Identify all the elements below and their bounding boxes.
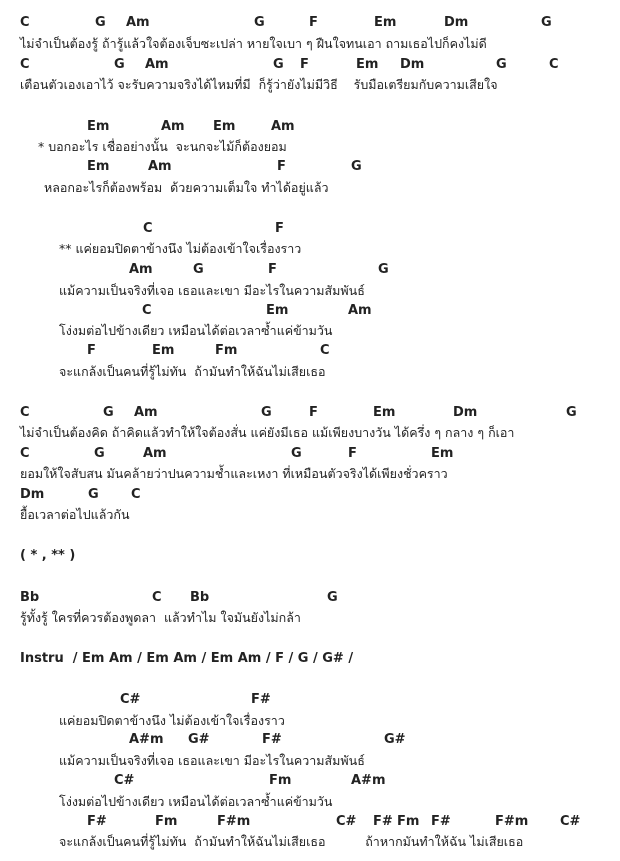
chord: Dm xyxy=(400,57,425,72)
chord: G xyxy=(378,262,389,277)
chord: Am xyxy=(161,119,185,134)
chord: C# xyxy=(114,773,135,788)
chord: Am xyxy=(143,446,167,461)
chord: Em xyxy=(266,303,289,318)
chord: G xyxy=(273,57,284,72)
chord: Em xyxy=(374,15,397,30)
chord: C xyxy=(20,57,30,72)
chord: Fm xyxy=(155,814,178,829)
chord: G xyxy=(351,159,362,174)
chord: F xyxy=(268,262,277,277)
chord: G xyxy=(95,15,106,30)
instrumental-heading: Instru / Em Am / Em Am / Em Am / F / G / G# / xyxy=(20,651,354,666)
lyric-line xyxy=(0,609,620,629)
chord-line xyxy=(0,220,620,240)
chord: F#m xyxy=(495,814,529,829)
chord: Bb xyxy=(190,590,210,605)
chord: Am xyxy=(134,405,158,420)
lyric-text: ยื้อเวลาต่อไปแล้วกัน xyxy=(20,507,130,522)
lyric-line xyxy=(0,424,620,444)
chord: F xyxy=(277,159,286,174)
lyric-line xyxy=(0,138,620,158)
chord-line xyxy=(0,589,620,609)
chord: G xyxy=(103,405,114,420)
chord: Dm xyxy=(453,405,478,420)
chord: C xyxy=(20,15,30,30)
chord: F xyxy=(309,405,318,420)
lyric-text: โง่งมต่อไปข้างเดียว เหมือนได้ต่อเวลาซ้ำแค่ข้ามวัน xyxy=(59,794,333,809)
repeat-heading: ( * , ** ) xyxy=(20,548,76,563)
chord: Am xyxy=(271,119,295,134)
lyric-text: จะแกล้งเป็นคนที่รู้ไม่ทัน ถ้ามันทำให้ฉันไม่เสียเธอ ถ้าหากมันทำให้ฉัน ไม่เสียเธอ xyxy=(59,834,524,849)
chord: Em xyxy=(373,405,396,420)
chord: Bb xyxy=(20,590,40,605)
lyric-line xyxy=(0,833,620,853)
chord: G# xyxy=(384,732,406,747)
chord: C# xyxy=(560,814,581,829)
lyric-text: เตือนตัวเองเอาไว้ จะรับความจริงได้ไหมที่มี ก็รู้ว่ายังไม่มีวิธี รับมือเตรียมกับความเสียใจ xyxy=(20,77,498,92)
chord: G xyxy=(566,405,577,420)
lyric-text: * บอกอะไร เชื่ออย่างนั้น จะนกจะไม้ก็ต้องยอม xyxy=(38,139,287,154)
lyric-line xyxy=(0,752,620,772)
chord-line xyxy=(0,14,620,34)
lyric-text: แม้ความเป็นจริงที่เจอ เธอและเขา มีอะไรในความสัมพันธ์ xyxy=(59,753,365,768)
chord: Am xyxy=(148,159,172,174)
chord: F# xyxy=(373,814,393,829)
chord: G xyxy=(291,446,302,461)
chord: G xyxy=(254,15,265,30)
lyric-line xyxy=(0,465,620,485)
chord: Dm xyxy=(444,15,469,30)
chord: G xyxy=(496,57,507,72)
chord-line xyxy=(0,302,620,322)
lyric-text: ** แค่ยอมปิดตาข้างนึง ไม่ต้องเข้าใจเรื่องราว xyxy=(59,241,302,256)
chord: G xyxy=(88,487,99,502)
chord: F# xyxy=(262,732,282,747)
chord: G xyxy=(94,446,105,461)
chord: C xyxy=(143,221,153,236)
lyric-text: รู้ทั้งรู้ ใครที่ควรต้องพูดลา แล้วทำไม ใจมันยังไม่กล้า xyxy=(20,610,301,625)
lyric-line xyxy=(0,712,620,732)
chord: A#m xyxy=(351,773,386,788)
chord: C# xyxy=(336,814,357,829)
chord-line xyxy=(0,445,620,465)
chord-line xyxy=(0,158,620,178)
chord-line xyxy=(0,342,620,362)
chord: F xyxy=(300,57,309,72)
lyric-line xyxy=(0,282,620,302)
chord-line xyxy=(0,404,620,424)
lyric-line xyxy=(0,793,620,813)
chord: Fm xyxy=(215,343,238,358)
chord: C xyxy=(549,57,559,72)
chord: F xyxy=(275,221,284,236)
lyric-line xyxy=(0,322,620,342)
lyric-text: ไม่จำเป็นต้องคิด ถ้าคิดแล้วทำให้ใจต้องสั่น แค่ยังมีเธอ แม้เพียงบางวัน ได้ครึ่ง ๆ กลาง ๆ ก็เอา xyxy=(20,425,515,440)
chord: G xyxy=(114,57,125,72)
lyric-text: แค่ยอมปิดตาข้างนึง ไม่ต้องเข้าใจเรื่องราว xyxy=(59,713,285,728)
lyric-text: โง่งมต่อไปข้างเดียว เหมือนได้ต่อเวลาซ้ำแค่ข้ามวัน xyxy=(59,323,333,338)
chord: C xyxy=(320,343,330,358)
chord: C xyxy=(131,487,141,502)
chord: F xyxy=(309,15,318,30)
chord: Em xyxy=(431,446,454,461)
chord: F#m xyxy=(217,814,251,829)
lyric-text: หลอกอะไรก็ต้องพร้อม ด้วยความเต็มใจ ทำได้อยู่แล้ว xyxy=(44,180,329,195)
chord: Em xyxy=(87,119,110,134)
chord: Em xyxy=(213,119,236,134)
lyric-text: ยอมให้ใจสับสน มันคล้ายว่าปนความช้ำและเหงา ที่เหมือนตัวจริงได้เพียงชั่วคราว xyxy=(20,466,448,481)
chord: Dm xyxy=(20,487,45,502)
lyric-line xyxy=(0,240,620,260)
chord-line xyxy=(0,56,620,76)
lyric-text: จะแกล้งเป็นคนที่รู้ไม่ทัน ถ้ามันทำให้ฉันไม่เสียเธอ xyxy=(59,364,326,379)
chord: F# xyxy=(87,814,107,829)
chord: C# xyxy=(120,692,141,707)
lyric-text: แม้ความเป็นจริงที่เจอ เธอและเขา มีอะไรในความสัมพันธ์ xyxy=(59,283,365,298)
chord-line xyxy=(0,118,620,138)
chord: G xyxy=(327,590,338,605)
chord: A#m xyxy=(129,732,164,747)
chord: Em xyxy=(87,159,110,174)
chord-line xyxy=(0,813,620,833)
chord-line xyxy=(0,772,620,792)
lyric-line xyxy=(0,506,620,526)
lyric-line xyxy=(0,363,620,383)
chord-line xyxy=(0,691,620,711)
instrumental-line xyxy=(0,650,620,670)
chord: G xyxy=(541,15,552,30)
chord: C xyxy=(20,446,30,461)
chord: Em xyxy=(152,343,175,358)
chord: F xyxy=(87,343,96,358)
chord: Am xyxy=(145,57,169,72)
chord-line xyxy=(0,486,620,506)
chord: G xyxy=(193,262,204,277)
chord: G# xyxy=(188,732,210,747)
chord: Fm xyxy=(269,773,292,788)
chord: Am xyxy=(129,262,153,277)
chord: C xyxy=(20,405,30,420)
lyric-text: ไม่จำเป็นต้องรู้ ถ้ารู้แล้วใจต้องเจ็บซะเปล่า หายใจเบา ๆ ฝืนใจทนเอา ถามเธอไปก็คงไม่ดี xyxy=(20,36,487,51)
lyric-line xyxy=(0,35,620,55)
repeat-marker xyxy=(0,547,620,567)
chord-line xyxy=(0,731,620,751)
chord: G xyxy=(261,405,272,420)
chord: Am xyxy=(126,15,150,30)
chord: F# xyxy=(431,814,451,829)
chord: F# xyxy=(251,692,271,707)
chord: Fm xyxy=(397,814,420,829)
lyric-line xyxy=(0,179,620,199)
chord: C xyxy=(142,303,152,318)
chord: F xyxy=(348,446,357,461)
lyric-line xyxy=(0,76,620,96)
chord: Am xyxy=(348,303,372,318)
chord-line xyxy=(0,261,620,281)
chord: Em xyxy=(356,57,379,72)
chord: C xyxy=(152,590,162,605)
